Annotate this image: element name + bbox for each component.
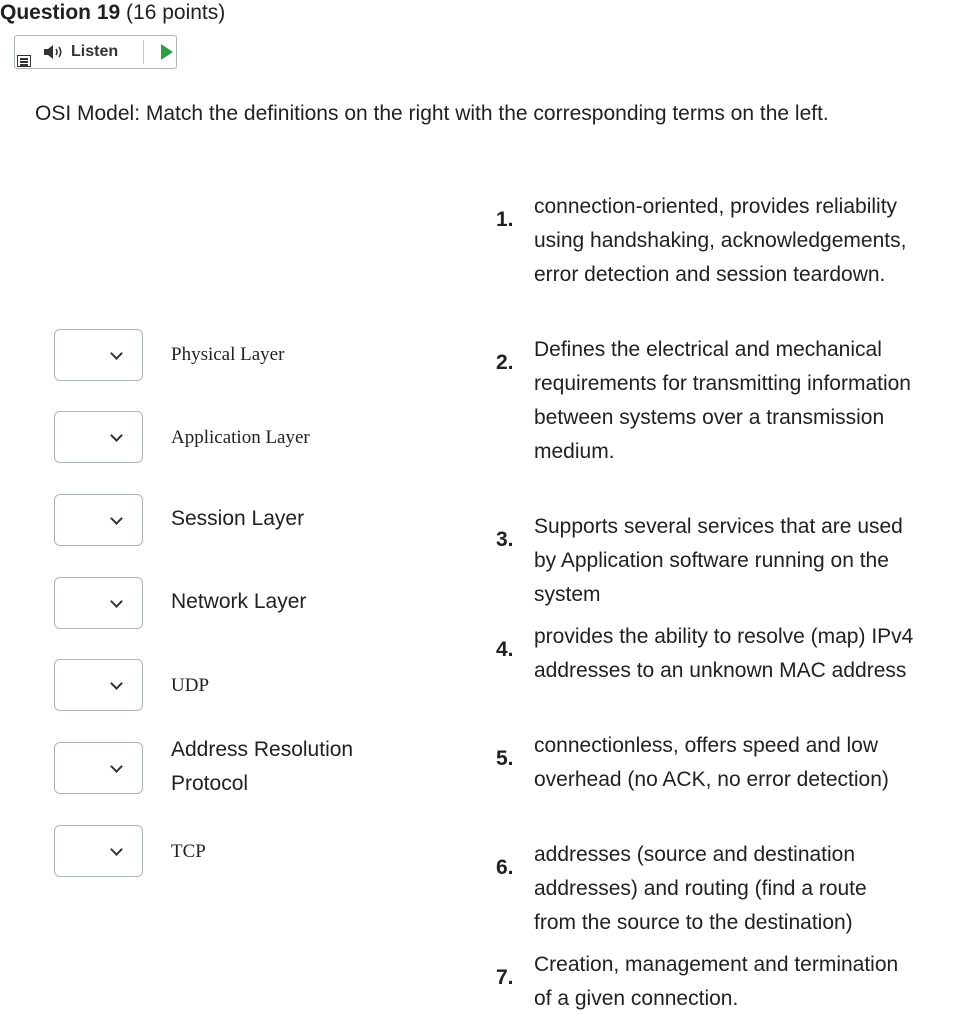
menu-icon[interactable] — [17, 55, 31, 67]
chevron-down-icon — [110, 760, 123, 773]
listen-button[interactable]: Listen — [71, 43, 119, 60]
definition-number: 5. — [496, 747, 514, 770]
definition-number: 2. — [496, 351, 514, 374]
match-select-arp[interactable] — [54, 742, 143, 794]
definition-text: addresses (source and destination addresses) and routing (find a route from the source to the destination) — [534, 843, 867, 934]
definition-number: 1. — [496, 208, 514, 231]
definition-text: Creation, management and termination of a given connection. — [534, 953, 899, 1010]
definition-text: Defines the electrical and mechanical requirements for transmitting information between systems over a transmission medium. — [534, 338, 911, 463]
definition-number: 6. — [496, 856, 514, 879]
term-label: UDP — [171, 675, 210, 696]
definition-text: provides the ability to resolve (map) IPv4 addresses to an unknown MAC address — [534, 625, 914, 682]
chevron-down-icon — [110, 677, 123, 690]
term-label: Network Layer — [171, 590, 307, 613]
definition-text: connectionless, offers speed and low overhead (no ACK, no error detection) — [534, 734, 889, 791]
term-label: TCP — [171, 841, 206, 862]
question-prompt: OSI Model: Match the definitions on the right with the corresponding terms on the left. — [35, 102, 829, 125]
speaker-icon[interactable] — [43, 44, 65, 60]
term-label: Session Layer — [171, 507, 305, 530]
question-points: (16 points) — [126, 1, 226, 24]
chevron-down-icon — [110, 429, 123, 442]
definition-number: 4. — [496, 638, 514, 661]
question-number: Question 19 — [0, 1, 121, 24]
definition-text: connection-oriented, provides reliability using handshaking, acknowledgements, error detection and session teardown. — [534, 195, 907, 286]
match-select-application-layer[interactable] — [54, 411, 143, 463]
term-label: Application Layer — [171, 427, 310, 448]
match-select-udp[interactable] — [54, 659, 143, 711]
toolbar-divider — [143, 40, 144, 64]
match-select-session-layer[interactable] — [54, 494, 143, 546]
term-label: Address Resolution Protocol — [171, 738, 354, 795]
listen-toolbar — [14, 35, 177, 69]
chevron-down-icon — [110, 347, 123, 360]
definition-text: Supports several services that are used by Application software running on the system — [534, 515, 903, 606]
question-title — [0, 0, 225, 26]
match-select-tcp[interactable] — [54, 825, 143, 877]
definition-number: 3. — [496, 528, 514, 551]
match-select-physical-layer[interactable] — [54, 329, 143, 381]
play-icon[interactable] — [161, 44, 173, 60]
match-select-network-layer[interactable] — [54, 577, 143, 629]
chevron-down-icon — [110, 512, 123, 525]
chevron-down-icon — [110, 595, 123, 608]
term-label: Physical Layer — [171, 344, 285, 365]
definition-number: 7. — [496, 966, 514, 989]
chevron-down-icon — [110, 843, 123, 856]
